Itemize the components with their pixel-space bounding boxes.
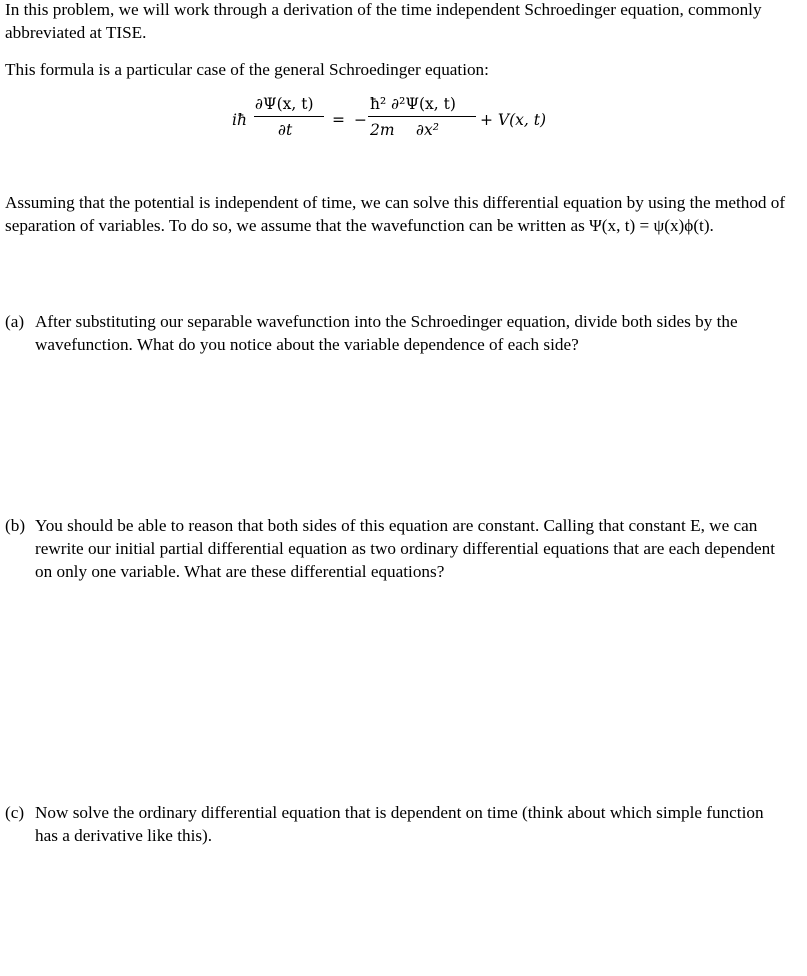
eq-rhs-suffix: + V(x, t) (480, 111, 547, 129)
intro-paragraph: In this problem, we will work through a derivation of the time independent Schroedinger equation, commonly abbreviated at TISE. (5, 0, 762, 42)
eq-equals: = (332, 111, 345, 129)
eq-lhs-denominator: ∂t (278, 121, 293, 139)
question-marker: (a) (5, 312, 25, 331)
eq-lhs-prefix: iħ (232, 111, 247, 129)
eq-rhs-denominator-left: 2m (370, 121, 395, 139)
eq-lhs-numerator: ∂Ψ(x, t) (255, 95, 314, 113)
question-c (5, 801, 795, 847)
question-text: You should be able to reason that both sides of this equation are constant. Calling that constant E, we can rewrite our initial partial differential equation as two ordinary differential equations that are each dependent on only one variable. What are these differential equations? (35, 516, 776, 581)
eq-rhs-numerator: ħ² ∂²Ψ(x, t) (370, 95, 456, 113)
question-a (5, 310, 795, 356)
equation-lead-paragraph: This formula is a particular case of the general Schroedinger equation: (5, 60, 489, 79)
question-text: Now solve the ordinary differential equation that is dependent on time (think about which simple function has a derivative like this). (35, 803, 764, 845)
question-text: After substituting our separable wavefunction into the Schroedinger equation, divide both sides by the wavefunction. What do you notice about the variable dependence of each side? (35, 312, 738, 354)
question-marker: (b) (5, 516, 26, 535)
schroedinger-equation (230, 93, 570, 145)
question-b (5, 514, 795, 583)
separation-paragraph: Assuming that the potential is independent of time, we can solve this differential equation by using the method of separation of variables. To do so, we assume that the wavefunction can be written as Ψ(x, t) = ψ(x)ϕ(t). (5, 193, 786, 235)
eq-rhs-fraction-bar (368, 116, 476, 117)
question-marker: (c) (5, 803, 25, 822)
eq-rhs-denominator-right: ∂x² (416, 121, 439, 139)
eq-minus: − (354, 111, 367, 129)
eq-lhs-fraction-bar (254, 116, 324, 117)
